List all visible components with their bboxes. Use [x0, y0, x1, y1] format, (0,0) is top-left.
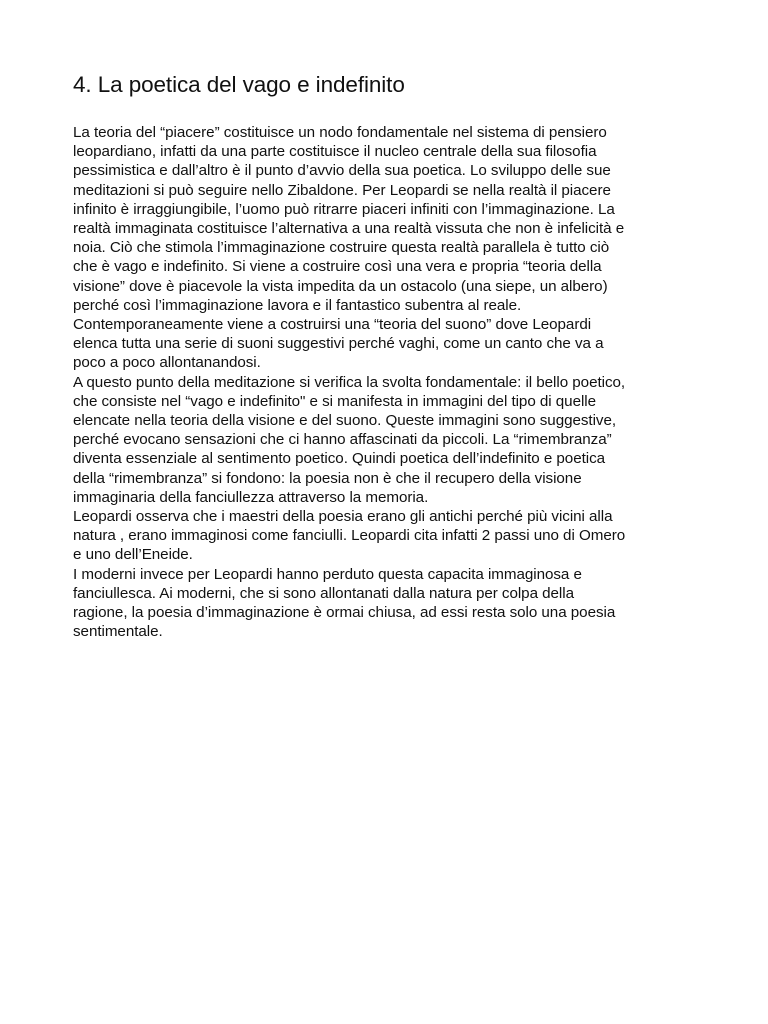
text-line: meditazioni si può seguire nello Zibaldone. Per Leopardi se nella realtà il piacere	[73, 181, 611, 199]
text-line: elencate nella teoria della visione e del suono. Queste immagini sono suggestive,	[73, 412, 617, 430]
text-line: leopardiano, infatti da una parte costituisce il nucleo centrale della sua filosofia	[73, 143, 597, 161]
text-line: elenca tutta una serie di suoni suggestivi perché vaghi, come un canto che va a	[73, 335, 604, 353]
text-line: ragione, la poesia d’immaginazione è ormai chiusa, ad essi resta solo una poesia	[73, 604, 616, 622]
text-line: che è vago e indefinito. Si viene a costruire così una vera e propria “teoria della	[73, 258, 602, 276]
text-line: A questo punto della meditazione si verifica la svolta fondamentale: il bello poetico,	[73, 373, 626, 391]
text-line: visione” dove è piacevole la vista impedita da un ostacolo (una siepe, un albero)	[73, 277, 608, 295]
text-line: realtà immaginata costituisce l’alternativa a una realtà vissuta che non è infelicità e	[73, 220, 625, 238]
paragraph	[73, 373, 703, 507]
text-line: sentimentale.	[73, 623, 163, 641]
text-line: La teoria del “piacere” costituisce un nodo fondamentale nel sistema di pensiero	[73, 124, 607, 141]
text-line: I moderni invece per Leopardi hanno perduto questa capacita immaginosa e	[73, 565, 582, 583]
text-line: fanciullesca. Ai moderni, che si sono allontanati dalla natura per colpa della	[73, 584, 574, 602]
text-line: che consiste nel “vago e indefinito" e si manifesta in immagini del tipo di quelle	[73, 392, 597, 410]
text-line: diventa essenziale al sentimento poetico. Quindi poetica dell’indefinito e poetica	[73, 450, 606, 468]
text-line: poco a poco allontanandosi.	[73, 354, 261, 372]
text-line: immaginaria della fanciullezza attraverso la memoria.	[73, 488, 429, 506]
paragraph	[73, 507, 703, 565]
text-line: e uno dell’Eneide.	[73, 546, 193, 564]
text-line: pessimistica e dall’altro è il punto d’avvio della sua poetica. Lo sviluppo delle sue	[73, 162, 611, 180]
paragraph	[73, 123, 703, 373]
paragraph	[73, 565, 703, 642]
text-line: Leopardi osserva che i maestri della poesia erano gli antichi perché più vicini alla	[73, 508, 613, 526]
section-heading: 4. La poetica del vago e indefinito	[73, 72, 405, 97]
text-line: natura , erano immaginosi come fanciulli. Leopardi cita infatti 2 passi uno di Omero	[73, 527, 626, 545]
text-line: infinito è irraggiungibile, l’uomo può ritrarre piaceri infiniti con l’immaginazione. La	[73, 200, 615, 218]
document-body	[73, 123, 703, 641]
text-line: Contemporaneamente viene a costruirsi una “teoria del suono” dove Leopardi	[73, 316, 592, 334]
text-line: perché così l’immaginazione lavora e il fantastico subentra al reale.	[73, 296, 522, 314]
document-page	[73, 70, 703, 641]
text-line: perché evocano sensazioni che ci hanno affascinati da piccoli. La “rimembranza”	[73, 431, 612, 449]
text-line: della “rimembranza” si fondono: la poesia non è che il recupero della visione	[73, 469, 582, 487]
text-line: noia. Ciò che stimola l’immaginazione costruire questa realtà parallela è tutto ciò	[73, 239, 610, 257]
